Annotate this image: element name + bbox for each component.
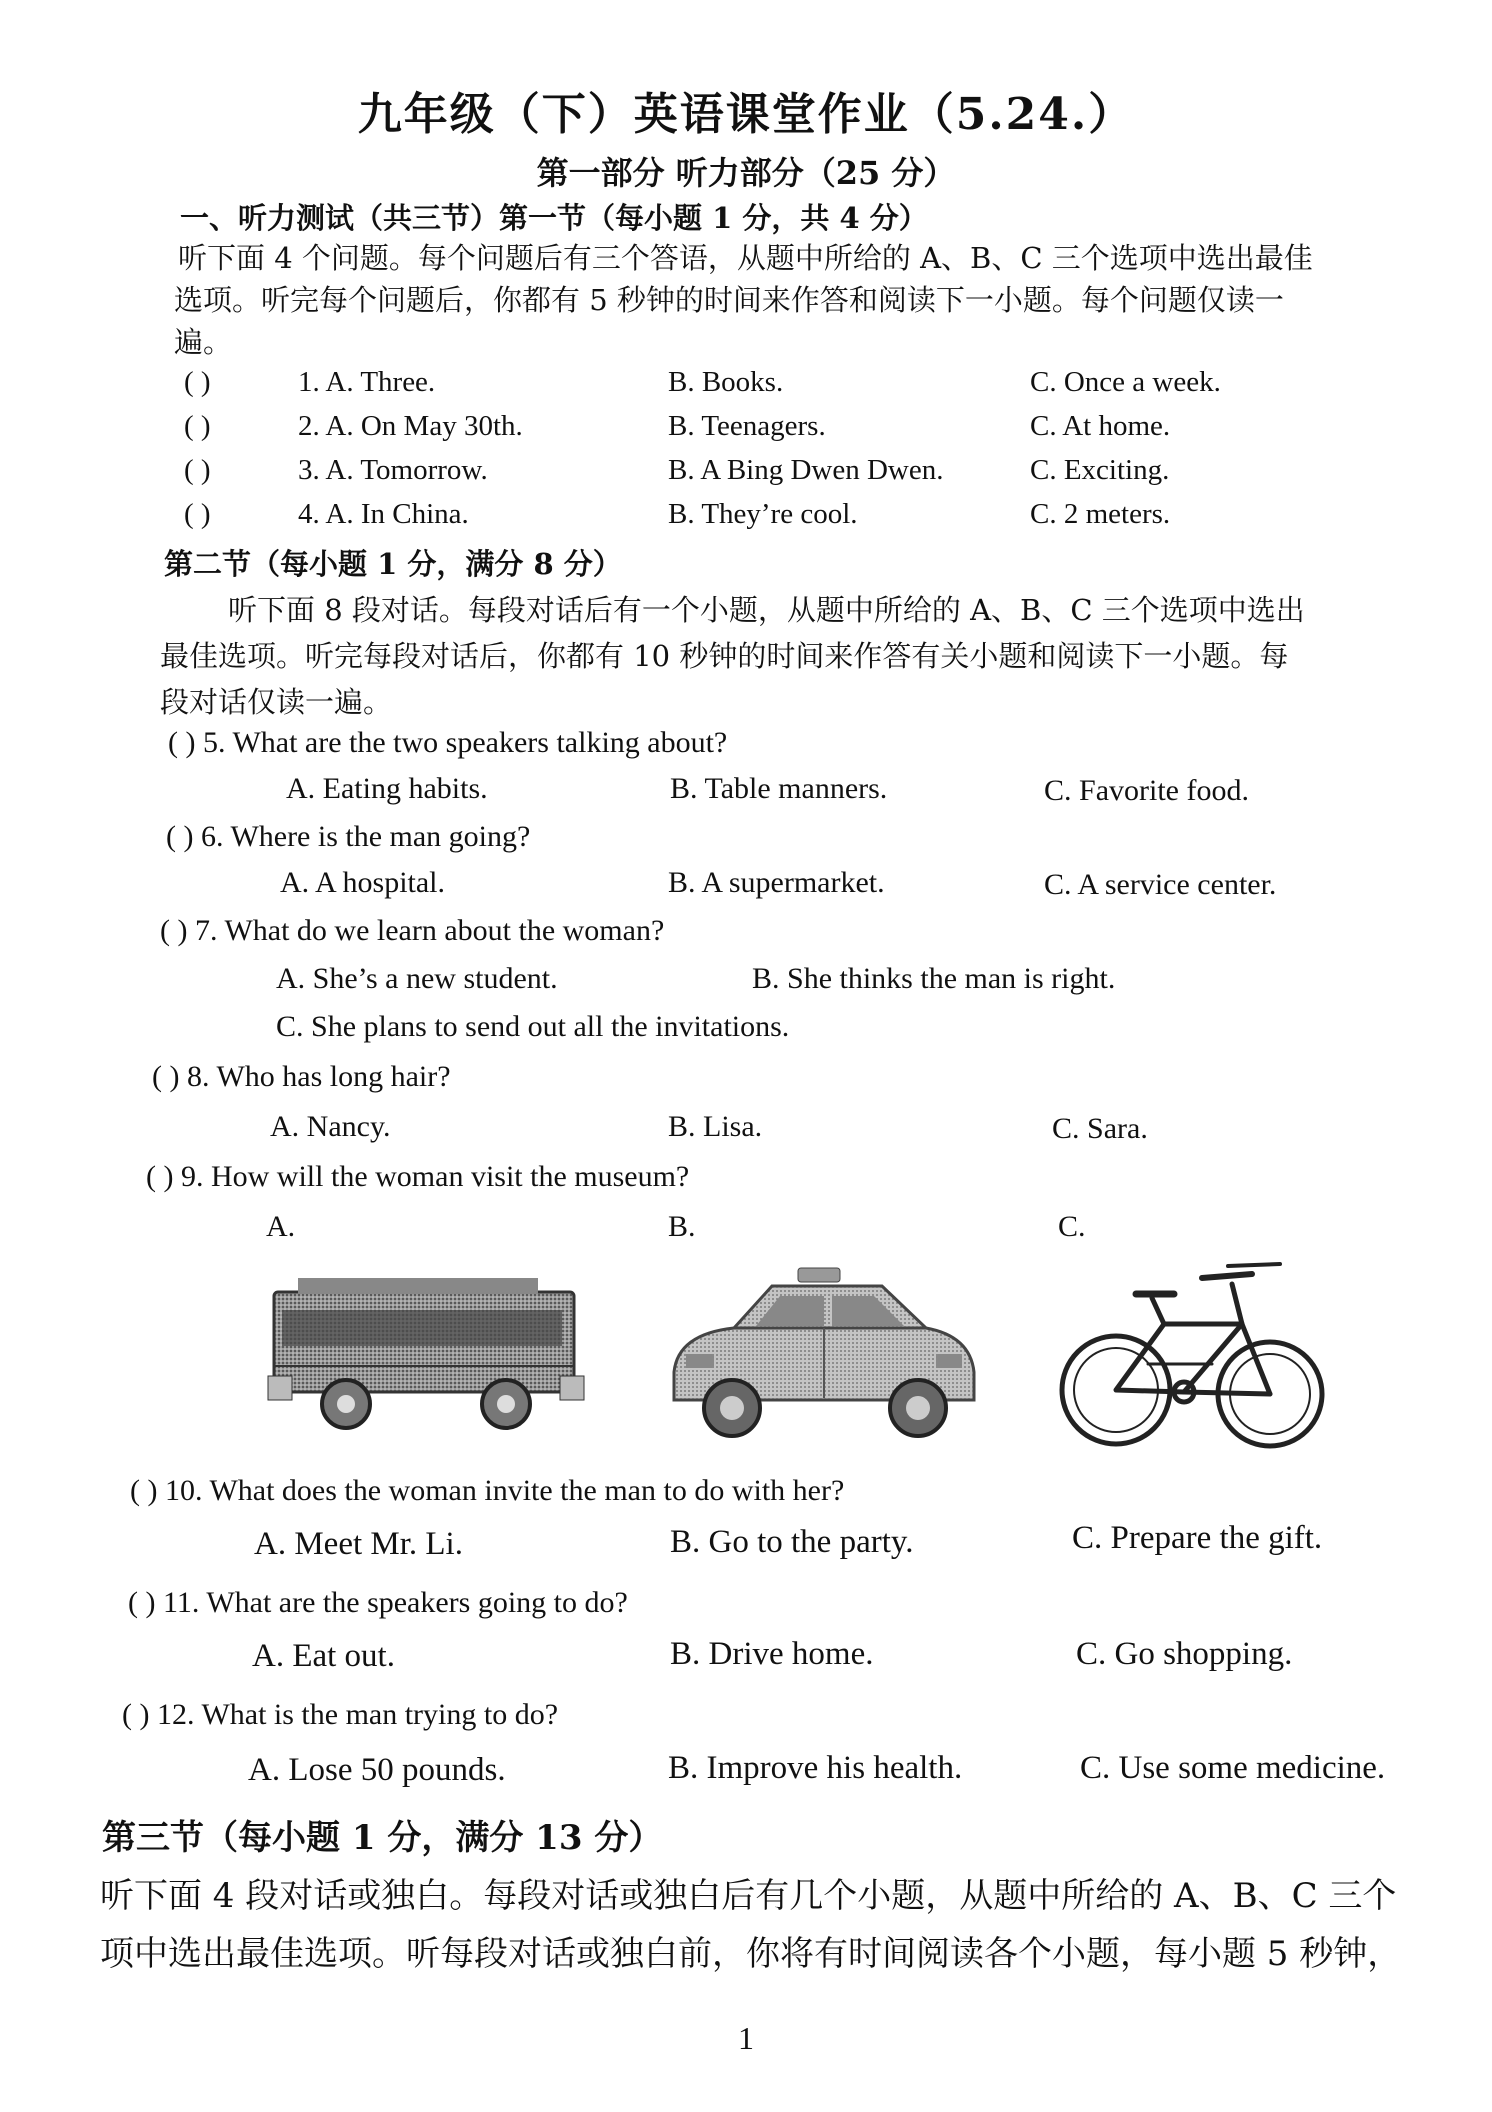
section2-instruction-line: 段对话仅读一遍。 [160,685,393,719]
section3-heading: 第三节（每小题 1 分，满分 13 分） [102,1818,663,1858]
option-c: C. Favorite food. [1044,774,1249,807]
option-a: A. Nancy. [270,1110,391,1143]
option-b: B. Drive home. [670,1636,874,1672]
option-b: B. A Bing Dwen Dwen. [668,454,944,486]
option-b: B. Lisa. [668,1110,763,1143]
option-b: B. Books. [668,366,784,398]
option-a: A. A hospital. [280,866,446,899]
option-b: B. They’re cool. [668,498,858,530]
page-title: 九年级（下）英语课堂作业（5.24.） [357,89,1135,140]
option-a: A. Eating habits. [286,772,488,805]
option-b: B. She thinks the man is right. [752,962,1116,995]
option-c: C. Prepare the gift. [1072,1520,1323,1556]
bus-icon [262,1270,594,1440]
option-a: A. She’s a new student. [276,962,558,995]
page-number: 1 [738,2020,754,2056]
bicycle-icon [1052,1254,1332,1458]
option-c: C. She plans to send out all the invitations. [276,1010,790,1043]
section1-instruction-line: 遍。 [174,325,233,359]
option-c: C. Sara. [1052,1112,1148,1145]
option-b: B. Table manners. [670,772,888,805]
section2-heading: 第二节（每小题 1 分，满分 8 分） [164,547,622,581]
part-heading: 第一部分 听力部分（25 分） [536,154,956,192]
question-stem: ( ) 5. What are the two speakers talking about? [168,726,728,759]
section3-instruction-line: 听下面 4 段对话或独白。每段对话或独白后有几个小题，从题中所给的 A、B、C 三个 [100,1876,1397,1916]
option-b: B. Improve his health. [668,1750,963,1786]
answer-bracket[interactable]: ( ) [184,410,211,442]
option-b: B. Go to the party. [670,1524,914,1560]
option-c-label: C. [1058,1210,1086,1243]
option-c: C. Use some medicine. [1080,1750,1386,1786]
option-a-label: A. [266,1210,296,1243]
option-c: C. A service center. [1044,868,1277,901]
question-stem: ( ) 9. How will the woman visit the museum? [146,1160,690,1193]
question-stem: ( ) 12. What is the man trying to do? [122,1698,559,1731]
question-stem: ( ) 7. What do we learn about the woman? [160,914,665,947]
option-c: C. At home. [1030,410,1171,442]
option-c: C. Exciting. [1030,454,1170,486]
question-stem: ( ) 6. Where is the man going? [166,820,531,853]
section1-instruction-line: 选项。听完每个问题后，你都有 5 秒钟的时间来作答和阅读下一小题。每个问题仅读一 [174,283,1284,317]
question-stem: ( ) 11. What are the speakers going to do? [128,1586,628,1619]
option-c: C. Go shopping. [1076,1636,1293,1672]
section3-instruction-line: 项中选出最佳选项。听每段对话或独白前，你将有时间阅读各个小题，每小题 5 秒钟， [100,1934,1402,1974]
option-a: 4. A. In China. [298,498,469,530]
section2-instruction-line: 最佳选项。听完每段对话后，你都有 10 秒钟的时间来作答有关小题和阅读下一小题。每 [160,639,1289,673]
option-a: 2. A. On May 30th. [298,410,523,442]
answer-bracket[interactable]: ( ) [184,366,211,398]
option-a: A. Eat out. [252,1638,395,1674]
answer-bracket[interactable]: ( ) [184,498,211,530]
section2-instruction-line: 听下面 8 段对话。每段对话后有一个小题，从题中所给的 A、B、C 三个选项中选出 [228,593,1305,627]
section1-heading: 一、听力测试（共三节）第一节（每小题 1 分，共 4 分） [180,201,928,235]
option-a: 1. A. Three. [298,366,436,398]
option-a: A. Meet Mr. Li. [254,1526,463,1562]
question-stem: ( ) 8. Who has long hair? [152,1060,451,1093]
option-b-label: B. [668,1210,696,1243]
option-b: B. A supermarket. [668,866,885,899]
question-stem: ( ) 10. What does the woman invite the man to do with her? [130,1474,845,1507]
answer-bracket[interactable]: ( ) [184,454,211,486]
option-c: C. 2 meters. [1030,498,1171,530]
option-c: C. Once a week. [1030,366,1221,398]
option-a: 3. A. Tomorrow. [298,454,488,486]
option-a: A. Lose 50 pounds. [248,1752,506,1788]
option-b: B. Teenagers. [668,410,826,442]
section1-instruction-line: 听下面 4 个问题。每个问题后有三个答语，从题中所给的 A、B、C 三个选项中选出最佳 [178,241,1313,275]
taxi-icon [664,1262,982,1452]
